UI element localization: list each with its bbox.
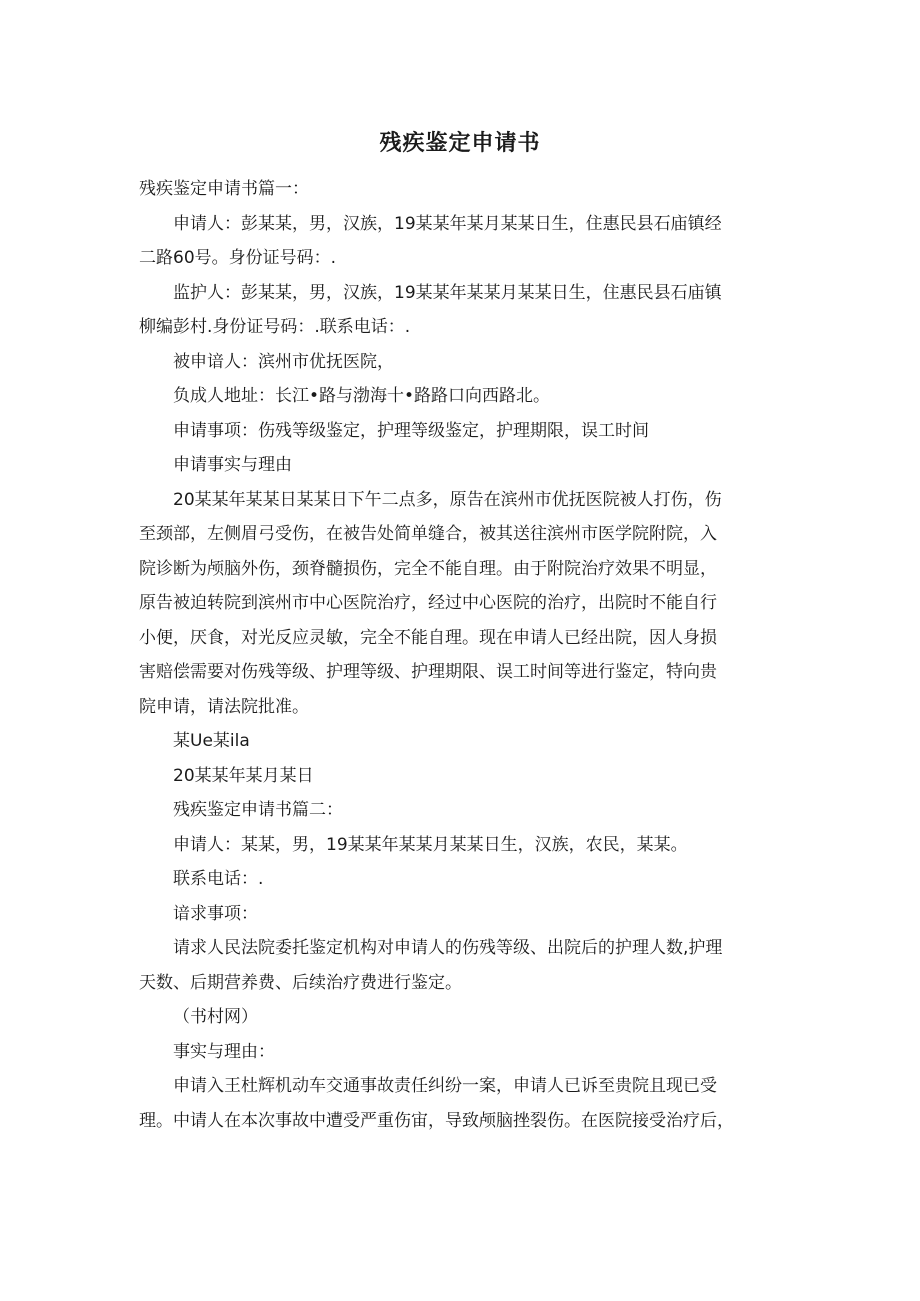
text-line: 至颈部，左侧眉弓受伤，在被告处简单缝合，被其送往滨州市医学院附院，入 [139,524,717,544]
text-line: 负成人地址：长江•路与渤海十•路路口向西路北。 [173,386,551,406]
text-line: 残疾鉴定申请书篇一： [139,179,309,199]
text-line: 二路60号。身份证号码：. [139,248,337,268]
text-line: 谙求事项： [173,903,258,924]
text-line: 申请人：某某，男，19某某年某某月某某日生，汉族，农民，某某。 [173,834,688,855]
text-line: 20某某年某某日某某日下午二点多，原告在滨州市优抚医院被人打伤，伤 [173,489,722,510]
text-line: 原告被迫转院到滨州市中心医院治疗，经过中心医院的治疗，出院时不能自行 [139,593,717,613]
text-line: 请求人民法院委托鉴定机构对申请人的伤残等级、出院后的护理人数,护理 [173,938,723,958]
text-line: 害赔偿需要对伤残等级、护理等级、护理期限、误工时间等进行鉴定，特向贵 [139,662,717,682]
text-line: 天数、后期营养费、后续治疗费进行鉴定。 [139,972,462,993]
text-line: 理。中请人在本次事故中遭受严重伤宙，导致颅脑挫裂伤。在医院接受治疗后， [139,1110,734,1131]
text-line: 某Ue某ila [173,731,250,751]
text-line: 监护人：彭某某，男，汉族，19某某年某某月某某日生，住惠民县石庙镇 [173,282,722,303]
text-line: 申请人：彭某某，男，汉族，19某某年某月某某日生，住惠民县石庙镇经 [173,213,722,234]
text-line: 院申请，请法院批准。 [139,696,309,717]
text-line: 被申谙人：滨州市优抚医院， [173,351,394,372]
text-line: 20某某年某月某日 [173,765,314,786]
text-line: 事实与理由： [173,1041,275,1062]
document-title: 残疾鉴定申请书 [379,131,541,156]
text-line: 申请入王杜辉机动车交通事故责任纠纷一案，申请人已诉至贵院且现已受 [173,1076,717,1096]
text-line: 小便，厌食，对光反应灵敏，完全不能自理。现在申请人已经出院，因人身损 [139,627,717,648]
text-line: 柳编彭村.身份证号码：.联系电话：. [139,317,411,337]
document-body [139,172,779,1138]
text-line: 申请事实与理由 [173,455,292,475]
text-line: 联系电话：. [173,869,264,889]
text-line: 残疾鉴定申请书篇二： [173,800,343,820]
text-line: （书村网） [173,1007,258,1027]
text-line: 申请事项：伤残等级鉴定，护理等级鉴定，护理期限，误工时间 [173,420,649,441]
text-line: 院诊断为颅脑外伤，颈脊髓损伤，完全不能自理。由于附院治疗效果不明显， [139,558,717,579]
